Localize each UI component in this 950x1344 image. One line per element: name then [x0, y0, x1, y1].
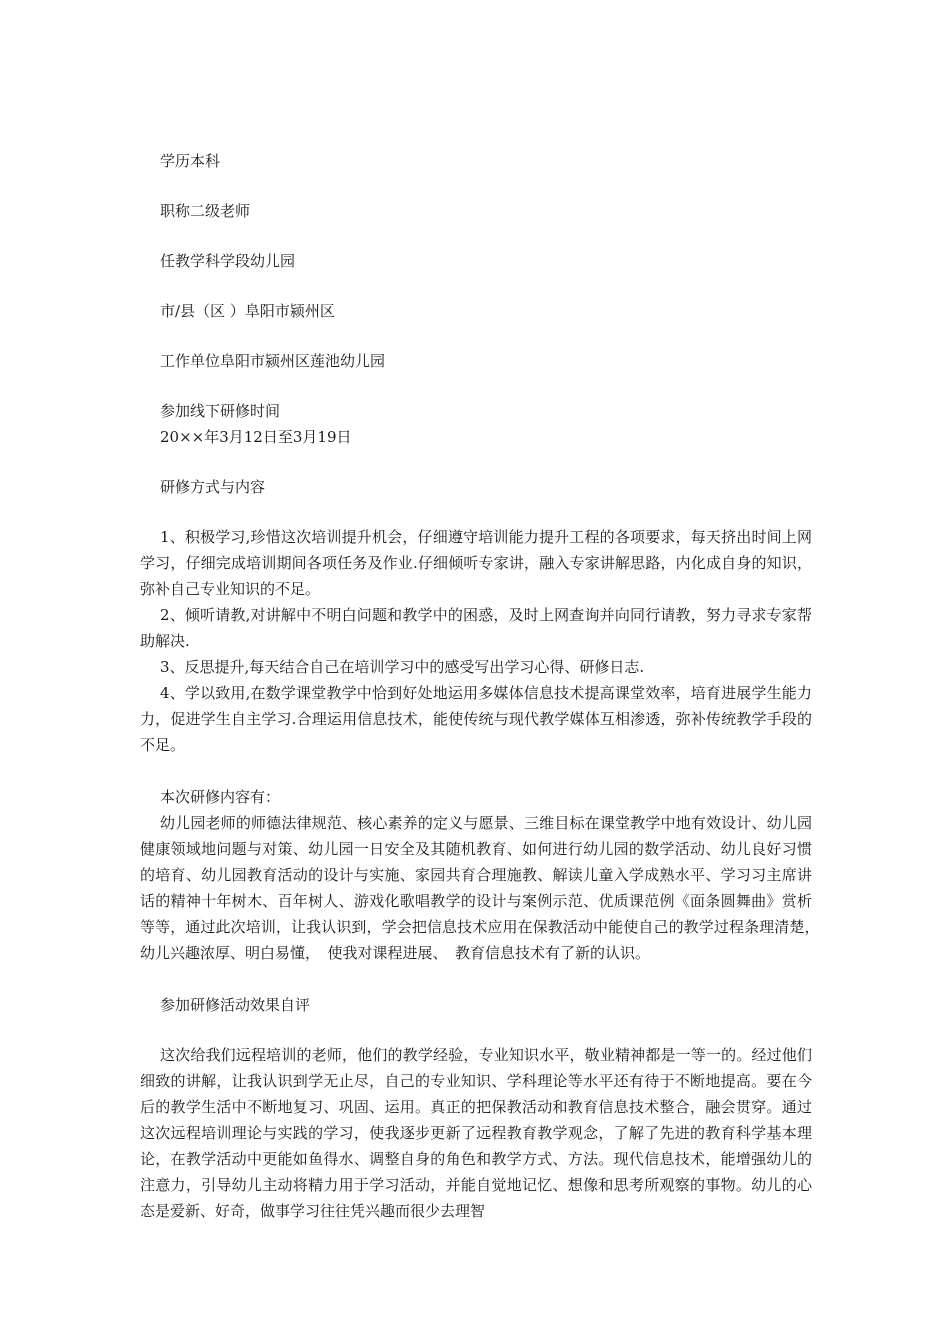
evaluation-heading: 参加研修活动效果自评 — [160, 996, 311, 1014]
education-field: 学历本科 — [160, 152, 221, 170]
title-field: 职称二级老师 — [160, 202, 251, 220]
content-section — [140, 784, 828, 966]
method-list — [140, 524, 812, 758]
workplace-field: 工作单位阜阳市颍州区莲池幼儿园 — [160, 352, 386, 370]
method-item: 3、反思提升,每天结合自己在培训学习中的感受写出学习心得、研修日志. — [160, 658, 645, 676]
method-item: 2、倾听请教,对讲解中不明白问题和教学中的困惑，及时上网查询并向同行请教，努力寻求专家帮助解决. — [140, 606, 812, 650]
document-page — [140, 148, 828, 1224]
method-item: 4、学以致用,在数学课堂教学中恰到好处地运用多媒体信息技术提高课堂效率，培育进展学生能力力，促进学生自主学习.合理运用信息技术，能使传统与现代教学媒体互相渗透，弥补传统教学手段的不足。 — [140, 684, 812, 754]
content-heading: 本次研修内容有： — [160, 788, 281, 806]
content-body: 幼儿园老师的师德法律规范、核心素养的定义与愿景、三维目标在课堂教学中地有效设计、幼儿园健康领域地问题与对策、幼儿园一日安全及其随机教育、如何进行幼儿园的数学活动、幼儿良好习惯的培育、幼儿园教育活动的设计与实施、家园共育合理施教、解读儿童入学成熟水平、学习习主席讲话的精神十年树木、百年树人、游戏化歌唱教学的设计与案例示范、优质课范例《面条圆舞曲》赏析等等，通过此次培训，让我认识到，学会把信息技术应用在保教活动中能使自己的教学过程条理清楚， 幼儿兴趣浓厚、明白易懂， 使我对课程进展、 教育信息技术有了新的认识。 — [140, 814, 828, 962]
method-item: 1、积极学习,珍惜这次培训提升机会，仔细遵守培训能力提升工程的各项要求，每天挤出时间上网学习，仔细完成培训期间各项任务及作业.仔细倾听专家讲，融入专家讲解思路，内化成自身的知识，弥补自己专业知识的不足。 — [140, 528, 812, 598]
evaluation-body: 这次给我们远程培训的老师，他们的教学经验，专业知识水平，敬业精神都是一等一的。经过他们细致的讲解，让我认识到学无止尽，自己的专业知识、学科理论等水平还有待于不断地提高。要在今后的教学生活中不断地复习、巩固、运用。真正的把保教活动和教育信息技术整合，融会贯穿。通过这次远程培训理论与实践的学习，使我逐步更新了远程教育教学观念，了解了先进的教育科学基本理论，在教学活动中更能如鱼得水、调整自身的角色和教学方式、方法。现代信息技术，能增强幼儿的注意力，引导幼儿主动将精力用于学习活动，并能自觉地记忆、想像和思考所观察的事物。幼儿的心态是爱新、好奇，做事学习往往凭兴趣而很少去理智 — [140, 1046, 812, 1220]
offline-time-value: 20××年3月12日至3月19日 — [160, 428, 352, 446]
district-field: 市/县（区 ）阜阳市颍州区 — [160, 302, 335, 320]
method-heading: 研修方式与内容 — [160, 478, 266, 496]
offline-time-label: 参加线下研修时间 — [160, 402, 281, 420]
subject-field: 任教学科学段幼儿园 — [160, 252, 296, 270]
